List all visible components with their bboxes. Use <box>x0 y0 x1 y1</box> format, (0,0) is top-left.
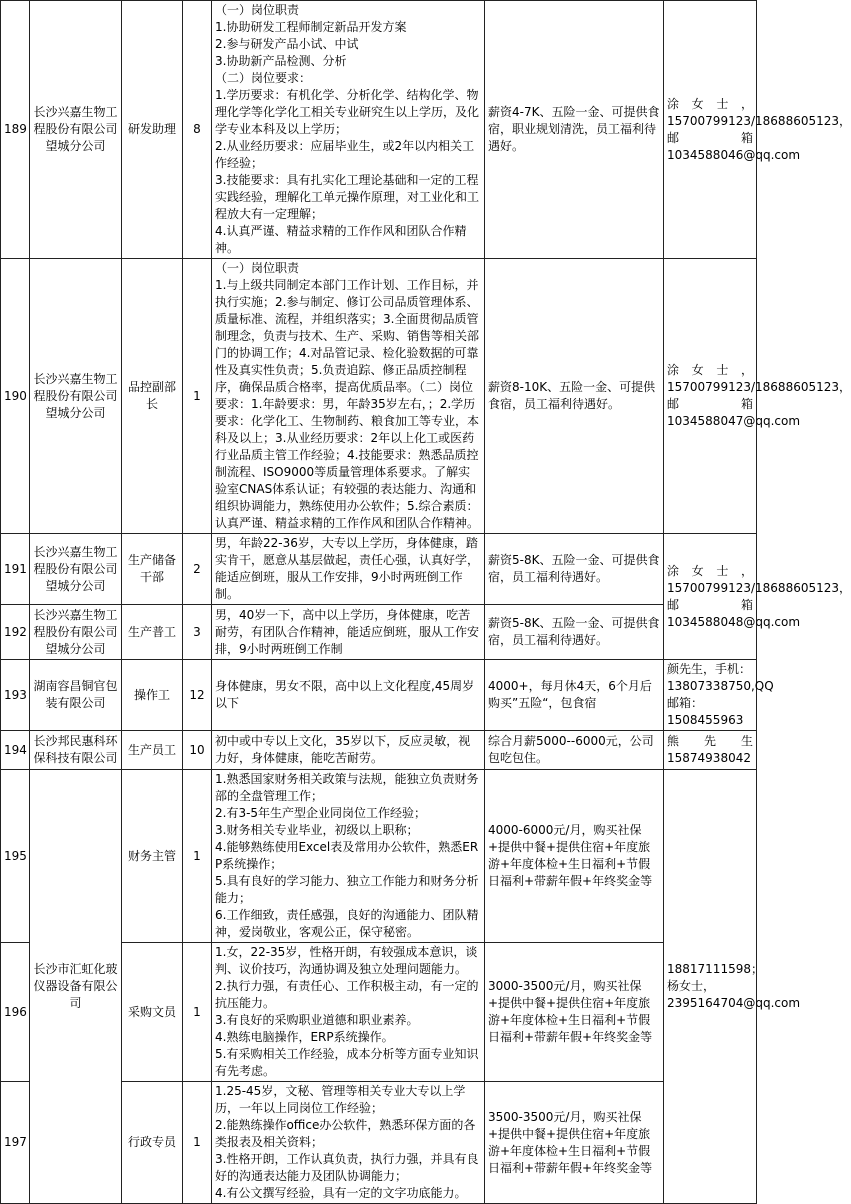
benefits: 3500-3500元/月，购买社保+提供中餐+提供住宿+年度旅游+年度体检+生日福利+节假日福利+带薪年假+年终奖金等 <box>485 1082 664 1204</box>
position-name: 生产普工 <box>122 605 183 660</box>
requirement-line: 2.有3-5年生产型企业同岗位工作经验； <box>215 806 427 820</box>
table-row <box>1 1 757 259</box>
requirement-line: （一）岗位职责 <box>215 3 300 17</box>
benefits: 薪资4-7K、五险一金、可提供食宿，职业规划清洗，员工福利待遇好。 <box>485 1 664 259</box>
requirement-line: （二）岗位要求： <box>215 71 312 85</box>
headcount: 12 <box>183 660 212 731</box>
benefits: 综合月薪5000--6000元，公司包吃包住。 <box>485 731 664 770</box>
benefits: 薪资8-10K、五险一金、可提供食宿，员工福利待遇好。 <box>485 259 664 534</box>
contact-info: 涂女士，15700799123/18688605123，邮箱1034588047@qq.com <box>664 259 757 534</box>
requirement-line: 4.熟练电脑操作，ERP系统操作。 <box>215 1030 394 1044</box>
requirement-line: 3.有良好的采购职业道德和职业素养。 <box>215 1013 419 1027</box>
contact-info: 颜先生，手机：13807338750,QQ邮箱：1508455963 <box>664 660 757 731</box>
row-number: 192 <box>1 605 30 660</box>
position-name: 研发助理 <box>122 1 183 259</box>
requirement-line: 2.从业经历要求：应届毕业生，或2年以内相关工作经验； <box>215 139 475 170</box>
requirements <box>212 259 485 534</box>
requirements: 男，年龄22-36岁，大专以上学历，身体健康，踏实肯干，愿意从基层做起，责任心强，认真好学，能适应倒班，服从工作安排，9小时两班倒工作制。 <box>212 534 485 605</box>
table-row <box>1 259 757 534</box>
company-name: 长沙兴嘉生物工程股份有限公司望城分公司 <box>30 1 122 259</box>
requirements: 初中或中专以上文化，35岁以下，反应灵敏，视力好，身体健康，能吃苦耐劳。 <box>212 731 485 770</box>
table-row <box>1 534 757 605</box>
requirements <box>212 943 485 1082</box>
requirements: 男，40岁一下，高中以上学历，身体健康，吃苦耐劳，有团队合作精神，能适应倒班，服从工作安排，9小时两班倒工作制 <box>212 605 485 660</box>
row-number: 189 <box>1 1 30 259</box>
requirement-line: 1.与上级共同制定本部门工作计划、工作目标，并执行实施；2.参与制定、修订公司品质管理体系、质量标准、流程，并组织落实；3.全面贯彻品质管制理念，负责与技术、生产、采购、销售等相关部门的协调工作；4.对品管记录、检化验数据的可靠性及真实性负责；5.负责追踪、修正品质控制程序，确保品质合格率，提高优质品率。（二）岗位要求：1.年龄要求：男，年龄35岁左右，；2.学历要求：化学化工、生物制药、粮食加工等专业，本科及以上；3.从业经历要求：2年以上化工或医药行业品质主管工作经验；4.技能要求：熟悉品质控制流程、ISO9000等质量管理体系要求。了解实验室CNAS体系认证；有较强的表达能力、沟通和组织协调能力，熟练使用办公软件；5.综合素质：认真严谨、精益求精的工作作风和团队合作精神。 <box>215 278 480 530</box>
position-name: 生产储备干部 <box>122 534 183 605</box>
contact-info: 涂女士，15700799123/18688605123，邮箱1034588046@qq.com <box>664 1 757 259</box>
headcount: 10 <box>183 731 212 770</box>
requirement-line: 3.财务相关专业毕业，初级以上职称； <box>215 823 419 837</box>
requirements <box>212 1082 485 1204</box>
table-row <box>1 731 757 770</box>
requirement-line: 1.熟悉国家财务相关政策与法规，能独立负责财务部的全盘管理工作； <box>215 772 479 803</box>
requirement-line: 1.学历要求：有机化学、分析化学、结构化学、物理化学等化学化工相关专业研究生以上学历，及化学专业本科及以上学历； <box>215 88 480 136</box>
contact-info: 涂女士，15700799123/18688605123，邮箱1034588048@qq.com <box>664 534 757 660</box>
company-name: 长沙市汇虹化玻仪器设备有限公司 <box>30 770 122 1204</box>
row-number: 194 <box>1 731 30 770</box>
row-number: 195 <box>1 770 30 943</box>
requirement-line: 3.协助新产品检测、分析 <box>215 54 347 68</box>
requirement-line: 3.性格开朗，工作认真负责，执行力强，并具有良好的沟通表达能力及团队协调能力； <box>215 1152 479 1183</box>
position-name: 品控副部长 <box>122 259 183 534</box>
table-row <box>1 605 757 660</box>
company-name: 长沙兴嘉生物工程股份有限公司望城分公司 <box>30 259 122 534</box>
requirement-line: 4.有公文撰写经验，具有一定的文字功底能力。 <box>215 1186 467 1200</box>
table-row <box>1 770 757 943</box>
requirement-line: 2.执行力强，有责任心、工作积极主动，有一定的抗压能力。 <box>215 979 479 1010</box>
row-number: 190 <box>1 259 30 534</box>
position-name: 行政专员 <box>122 1082 183 1204</box>
requirement-line: （一）岗位职责 <box>215 261 300 275</box>
table-row <box>1 660 757 731</box>
company-name: 湖南容昌铜官包装有限公司 <box>30 660 122 731</box>
headcount: 1 <box>183 1082 212 1204</box>
benefits: 4000+，每月休4天，6个月后购买”五险“，包食宿 <box>485 660 664 731</box>
benefits: 薪资5-8K、五险一金、可提供食宿，员工福利待遇好。 <box>485 605 664 660</box>
requirements <box>212 770 485 943</box>
contact-info: 熊先生15874938042 <box>664 731 757 770</box>
requirement-line: 4.认真严谨、精益求精的工作作风和团队合作精神。 <box>215 224 467 255</box>
headcount: 2 <box>183 534 212 605</box>
position-name: 生产员工 <box>122 731 183 770</box>
headcount: 8 <box>183 1 212 259</box>
company-name: 长沙兴嘉生物工程股份有限公司望城分公司 <box>30 534 122 605</box>
position-name: 财务主管 <box>122 770 183 943</box>
row-number: 197 <box>1 1082 30 1204</box>
company-name: 长沙兴嘉生物工程股份有限公司望城分公司 <box>30 605 122 660</box>
requirements: 身体健康，男女不限，高中以上文化程度,45周岁以下 <box>212 660 485 731</box>
requirement-line: 5.有采购相关工作经验，成本分析等方面专业知识有先考虑。 <box>215 1047 479 1078</box>
headcount: 1 <box>183 259 212 534</box>
benefits: 4000-6000元/月，购买社保+提供中餐+提供住宿+年度旅游+年度体检+生日福利+节假日福利+带薪年假+年终奖金等 <box>485 770 664 943</box>
benefits: 薪资5-8K、五险一金、可提供食宿，员工福利待遇好。 <box>485 534 664 605</box>
row-number: 193 <box>1 660 30 731</box>
requirement-line: 2.参与研发产品小试、中试 <box>215 37 359 51</box>
requirement-line: 1.协助研发工程师制定新品开发方案 <box>215 20 407 34</box>
benefits: 3000-3500元/月，购买社保+提供中餐+提供住宿+年度旅游+年度体检+生日福利+节假日福利+带薪年假+年终奖金等 <box>485 943 664 1082</box>
requirement-line: 5.具有良好的学习能力、独立工作能力和财务分析能力； <box>215 874 479 905</box>
position-name: 采购文员 <box>122 943 183 1082</box>
headcount: 1 <box>183 943 212 1082</box>
requirement-line: 3.技能要求：具有扎实化工理论基础和一定的工程实践经验，理解化工单元操作原理，对工业化和工程放大有一定理解； <box>215 173 480 221</box>
position-name: 操作工 <box>122 660 183 731</box>
row-number: 191 <box>1 534 30 605</box>
contact-info: 18817111598；杨女士，2395164704@qq.com <box>664 770 757 1204</box>
requirement-line: 6.工作细致，责任感强，良好的沟通能力、团队精神，爱岗敬业，客观公正，保守秘密。 <box>215 908 479 939</box>
requirements <box>212 1 485 259</box>
row-number: 196 <box>1 943 30 1082</box>
headcount: 1 <box>183 770 212 943</box>
requirement-line: 4.能够熟练使用Excel表及常用办公软件，熟悉ERP系统操作； <box>215 840 479 871</box>
requirement-line: 1.女，22-35岁，性格开朗，有较强成本意识，谈判、议价技巧，沟通协调及独立处理问题能力。 <box>215 945 478 976</box>
headcount: 3 <box>183 605 212 660</box>
requirement-line: 1.25-45岁，文秘、管理等相关专业大专以上学历，一年以上同岗位工作经验； <box>215 1084 466 1115</box>
requirement-line: 2.能熟练操作office办公软件，熟悉环保方面的各类报表及相关资料； <box>215 1118 476 1149</box>
company-name: 长沙邦民惠科环保科技有限公司 <box>30 731 122 770</box>
